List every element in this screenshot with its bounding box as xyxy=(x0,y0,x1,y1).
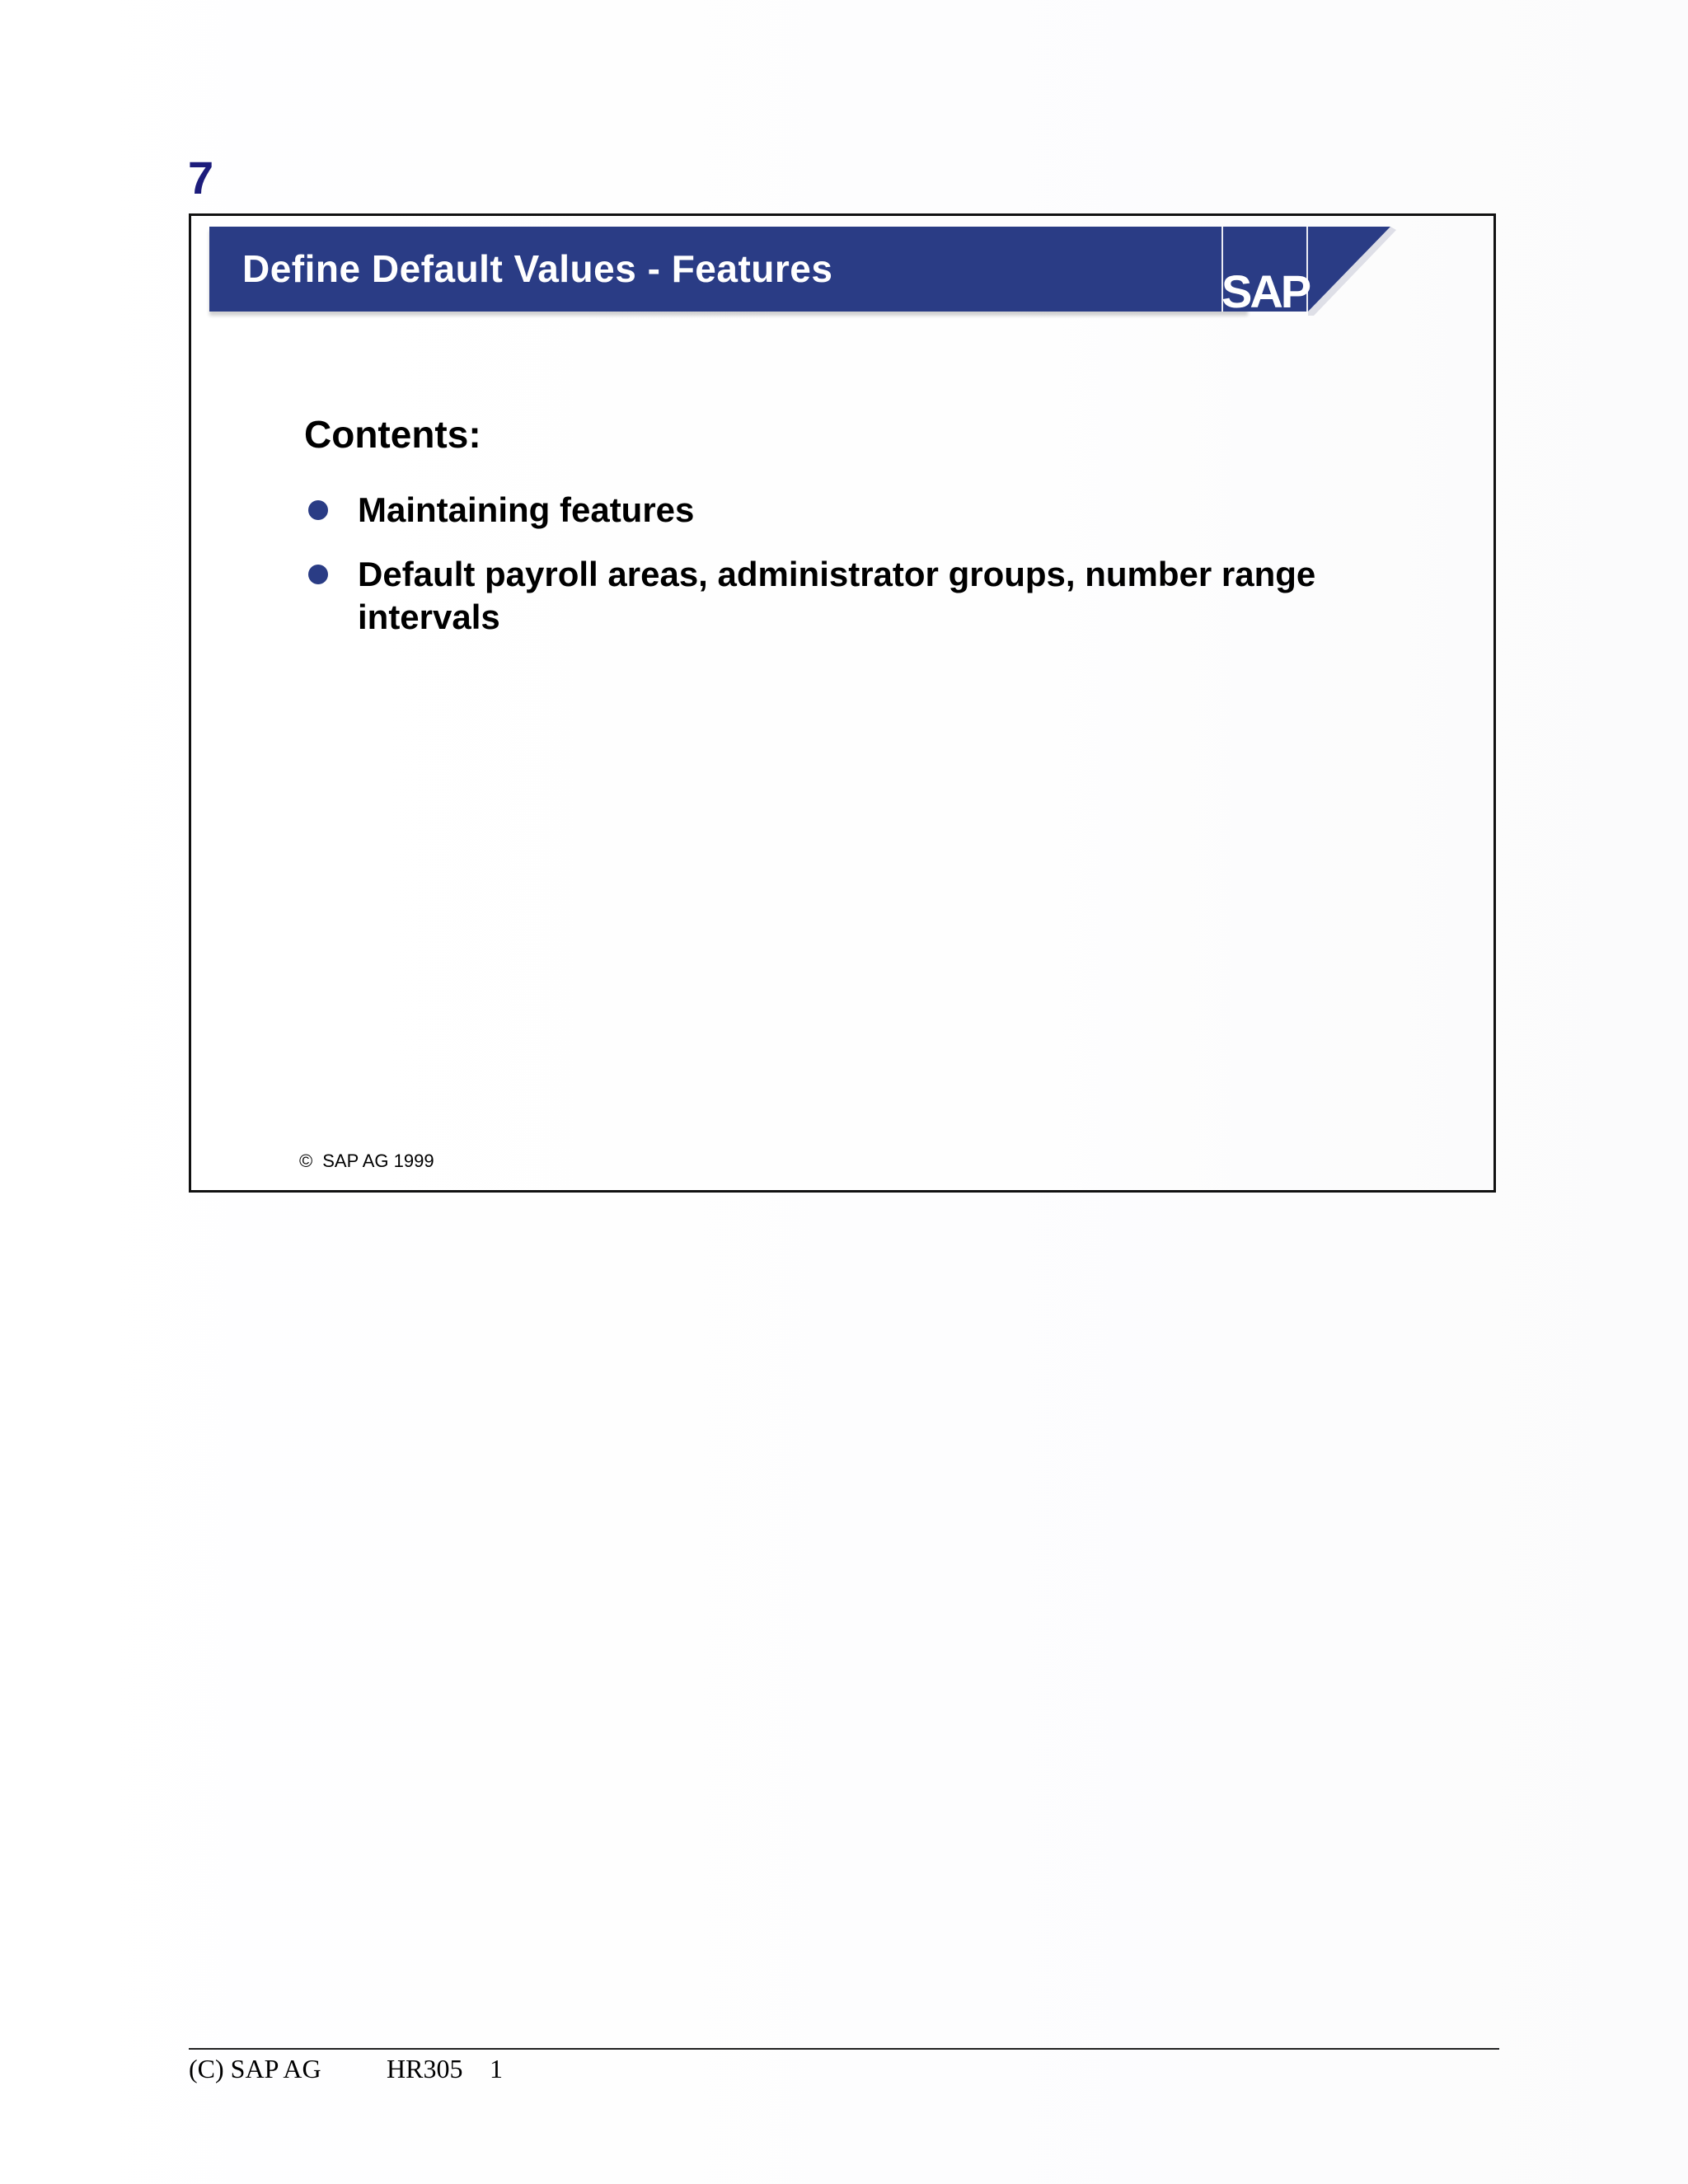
list-item xyxy=(304,489,1376,532)
page-footer xyxy=(189,2054,503,2084)
bullet-text: Maintaining features xyxy=(358,490,695,530)
slide-frame xyxy=(189,213,1496,1193)
sap-logo-text: SAP xyxy=(1221,265,1310,317)
slide-title: Define Default Values - Features xyxy=(242,247,833,290)
bullet-dot-icon xyxy=(308,565,328,584)
copyright-text: SAP AG 1999 xyxy=(322,1151,434,1171)
sap-logo-icon xyxy=(1221,227,1419,317)
slide-number: 7 xyxy=(188,152,214,204)
footer-page-number: 1 xyxy=(490,2054,503,2083)
footer-divider xyxy=(189,2048,1499,2050)
copyright-icon: © xyxy=(299,1151,313,1171)
bullet-list xyxy=(304,489,1376,639)
list-item xyxy=(304,553,1376,639)
bullet-dot-icon xyxy=(308,500,328,520)
slide-copyright xyxy=(299,1151,434,1172)
footer-company: (C) SAP AG xyxy=(189,2054,321,2083)
title-bar xyxy=(209,227,1248,312)
contents-heading: Contents: xyxy=(304,413,481,456)
contents-block xyxy=(304,412,1376,660)
footer-course: HR305 xyxy=(387,2054,463,2083)
bullet-text: Default payroll areas, administrator groups, number range intervals xyxy=(358,555,1316,637)
